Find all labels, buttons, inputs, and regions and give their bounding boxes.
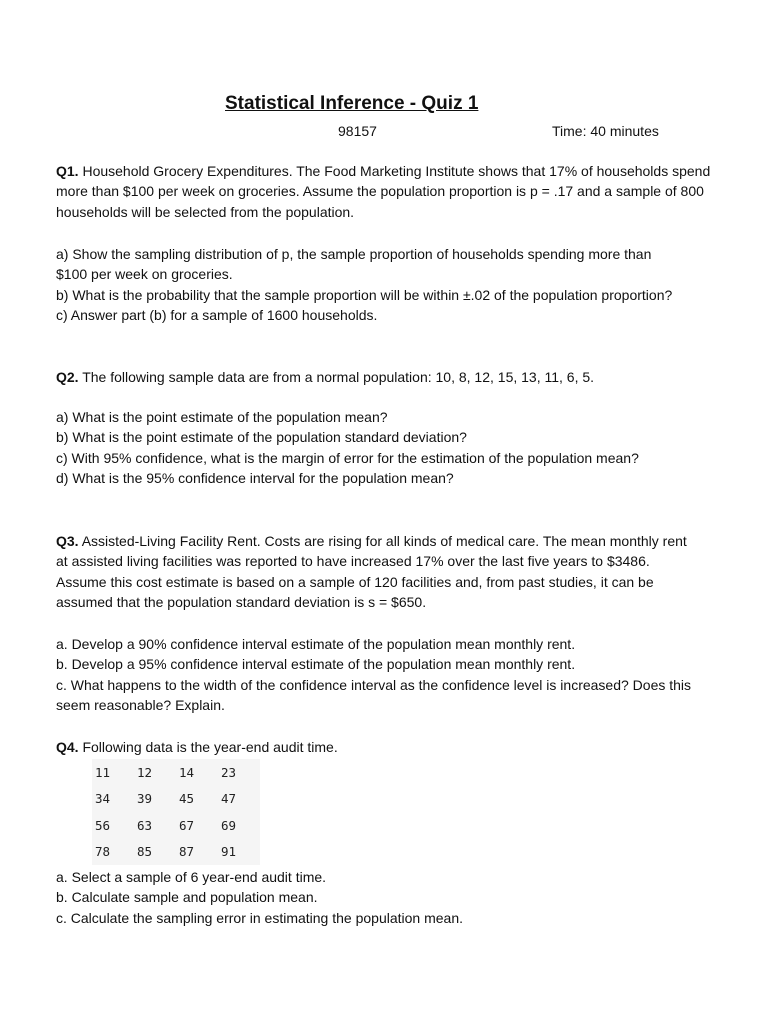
q2-label: Q2.	[56, 369, 79, 385]
q2-part-d: d) What is the 95% confidence interval for the population mean?	[56, 470, 454, 487]
q3-part-c: c. What happens to the width of the confidence interval as the confidence level is increased? Does this seem reasonable? Explain.	[56, 676, 692, 714]
table-cell: 69	[221, 817, 237, 833]
q1-parts	[56, 244, 676, 326]
table-row	[92, 812, 260, 839]
table-cell: 11	[95, 764, 111, 780]
q4-part-a: a. Select a sample of 6 year-end audit time.	[56, 869, 327, 885]
audit-time-table	[92, 759, 260, 865]
table-cell: 63	[137, 817, 153, 833]
table-cell: 14	[179, 764, 195, 780]
q1-part-c: c) Answer part (b) for a sample of 1600 households.	[56, 307, 378, 324]
q2-part-c: c) With 95% confidence, what is the margin of error for the estimation of the population mean?	[56, 449, 639, 466]
table-row	[92, 759, 260, 786]
table-cell: 12	[137, 764, 153, 780]
q2-text: The following sample data are from a normal population: 10, 8, 12, 15, 13, 11, 6, 5.	[78, 369, 595, 385]
table-cell: 34	[95, 791, 111, 807]
q3-part-b: b. Develop a 95% confidence interval estimate of the population mean monthly rent.	[56, 656, 576, 673]
q2-parts	[56, 407, 656, 489]
q1-text: Household Grocery Expenditures. The Food Marketing Institute shows that 17% of households spend more than $100 per week on groceries. Assume the population proportion is p = .17 and a sample of 800 households will be selected from the population.	[56, 163, 711, 220]
table-cell: 56	[95, 817, 111, 833]
q4-part-c: c. Calculate the sampling error in estimating the population mean.	[56, 909, 463, 926]
table-cell: 87	[179, 844, 195, 860]
q1-part-b: b) What is the probability that the sample proportion will be within ±.02 of the population proportion?	[56, 286, 673, 303]
table-cell: 67	[179, 817, 195, 833]
q4-part-b: b. Calculate sample and population mean.	[56, 889, 318, 906]
q2-part-b: b) What is the point estimate of the population standard deviation?	[56, 429, 467, 446]
time-limit: Time: 40 minutes	[552, 123, 659, 139]
table-cell: 78	[95, 844, 111, 860]
q3-text: Assisted-Living Facility Rent. Costs are rising for all kinds of medical care. The mean monthly rent at assisted living facilities was reported to have increased 17% over the last five years to $3486. Assume this cost estimate is based on a sample of 120 facilities and, from past studies, it can be assumed that the population standard deviation is s = $650.	[56, 533, 687, 611]
q3-prompt	[56, 531, 696, 613]
table-row	[92, 839, 260, 866]
q1-part-a: a) Show the sampling distribution of p, the sample proportion of households spending more than $100 per week on groceries.	[56, 246, 652, 283]
q4-text: Following data is the year-end audit time.	[78, 739, 338, 755]
table-row	[92, 786, 260, 813]
table-cell: 45	[179, 791, 195, 807]
q4-label: Q4.	[56, 739, 79, 755]
q2-part-a: a) What is the point estimate of the population mean?	[56, 409, 388, 425]
q3-parts	[56, 634, 696, 716]
table-cell: 39	[137, 791, 153, 807]
table-cell: 91	[221, 844, 237, 860]
q4-parts	[56, 867, 726, 928]
table-cell: 23	[221, 764, 237, 780]
q3-label: Q3.	[56, 533, 79, 549]
q1-label: Q1.	[56, 163, 79, 179]
q4-prompt	[56, 737, 726, 757]
quiz-title: Statistical Inference - Quiz 1	[225, 93, 479, 114]
q1-prompt	[56, 161, 726, 222]
quiz-code: 98157	[338, 123, 377, 139]
q2-prompt	[56, 367, 726, 387]
q3-part-a: a. Develop a 90% confidence interval estimate of the population mean monthly rent.	[56, 636, 576, 652]
table-cell: 47	[221, 791, 237, 807]
table-cell: 85	[137, 844, 153, 860]
